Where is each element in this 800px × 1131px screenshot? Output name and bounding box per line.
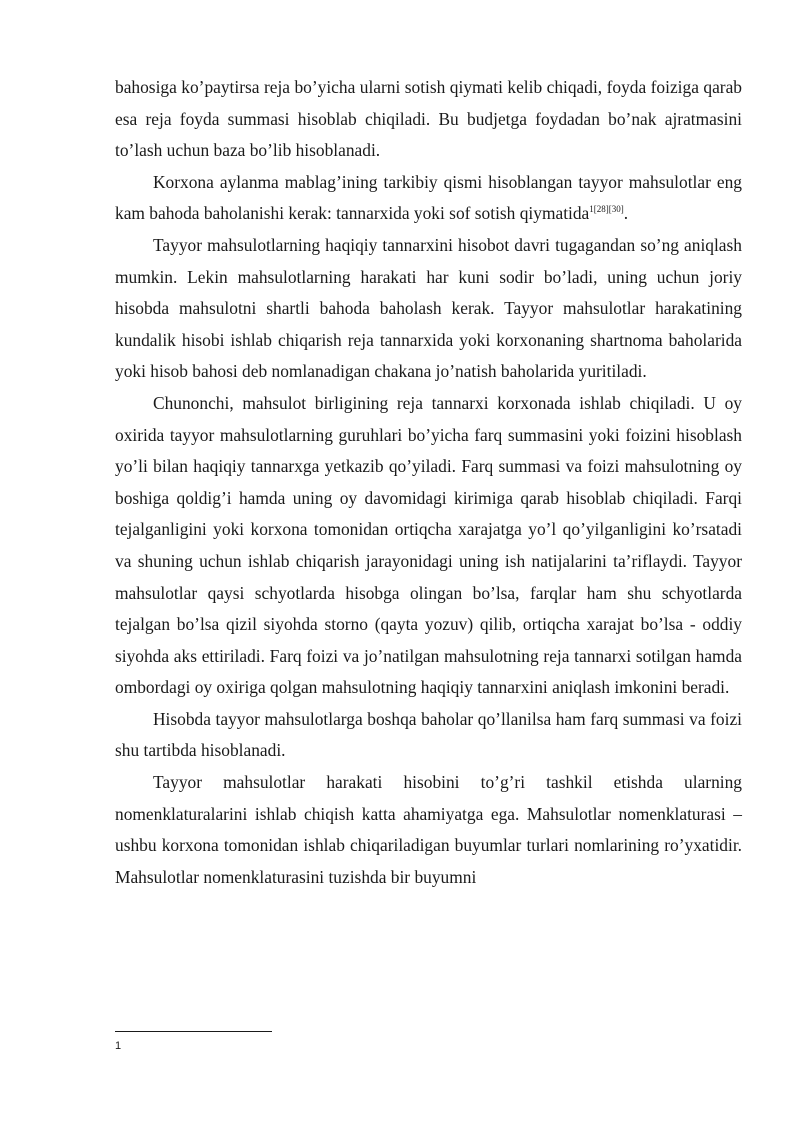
- paragraph-1: bahosiga ko’paytirsa reja bo’yicha ularni sotish qiymati kelib chiqadi, foyda foiziga qarab esa reja foyda summasi hisoblab chiqiladi. Bu budjetga foydadan bo’nak ajratmasini to’lash uchun baza bo’lib hisoblanadi.: [115, 77, 742, 161]
- paragraph-2-text: Korxona aylanma mablag’ining tarkibiy qismi hisoblangan tayyor mahsulotlar eng kam bahoda baholanishi kerak: tannarxida yoki sof sotish qiymatida: [115, 171, 742, 224]
- footnote-reference[interactable]: 1[28][30]: [589, 204, 624, 215]
- paragraph-2-end: .: [623, 203, 629, 224]
- paragraph-2: [115, 167, 742, 230]
- footnote-divider: [115, 1031, 272, 1032]
- paragraph-5: Hisobda tayyor mahsulotlarga boshqa baholar qo’llanilsa ham farq summasi va foizi shu tartibda hisoblanadi.: [115, 708, 742, 761]
- paragraph-4: Chunonchi, mahsulot birligining reja tannarxi korxonada ishlab chiqiladi. U oy oxirida tayyor mahsulotlarning guruhlari bo’yicha farq summasini yoki foizini hisoblash yo’li bilan haqiqiy tannarxga yetkazib qo’yiladi. Farq summasi va foizi mahsulotning oy boshiga qoldig’i hamda uning oy davomidagi kirimiga qarab hisoblab chiqiladi. Farqi tejalganligini yoki korxona tomonidan ortiqcha xarajatga yo’l qo’yilganligini ko’rsatadi va shuning uchun ishlab chiqarish jarayonidagi uning ish natijalarini ta’riflaydi. Tayyor mahsulotlar qaysi schyotlarda hisobga olingan bo’lsa, farqlar ham shu schyotlarda tejalgan bo’lsa qizil siyohda storno (qayta yozuv) qilib, ortiqcha xarajat bo’lsa - oddiy siyohda aks ettiriladi. Farq foizi va jo’natilgan mahsulotning reja tannarxi sotilgan hamda ombordagi oy oxiriga qolgan mahsulotning haqiqiy tannarxini aniqlash imkonini beradi.: [115, 392, 742, 698]
- paragraph-3: Tayyor mahsulotlarning haqiqiy tannarxini hisobot davri tugagandan so’ng aniqlash mumkin. Lekin mahsulotlarning harakati har kuni sodir bo’ladi, uning uchun joriy hisobda mahsulotni shartli bahoda baholash kerak. Tayyor mahsulotlar harakatining kundalik hisobi ishlab chiqarish reja tannarxida yoki korxonaning shartnoma baholarida yoki hisob bahosi deb nomlanadigan chakana jo’natish baholarida yuritiladi.: [115, 234, 742, 382]
- body-text: [115, 72, 742, 893]
- paragraph-6: Tayyor mahsulotlar harakati hisobini to’g’ri tashkil etishda ularning nomenklaturalarini ishlab chiqish katta ahamiyatga ega. Mahsulotlar nomenklaturasi – ushbu korxona tomonidan ishlab chiqariladigan buyumlar turlari nomlarining ro’yxatidir. Mahsulotlar nomenklaturasini tuzishda bir buyumni: [115, 772, 742, 887]
- footnote-number: 1: [115, 1040, 122, 1052]
